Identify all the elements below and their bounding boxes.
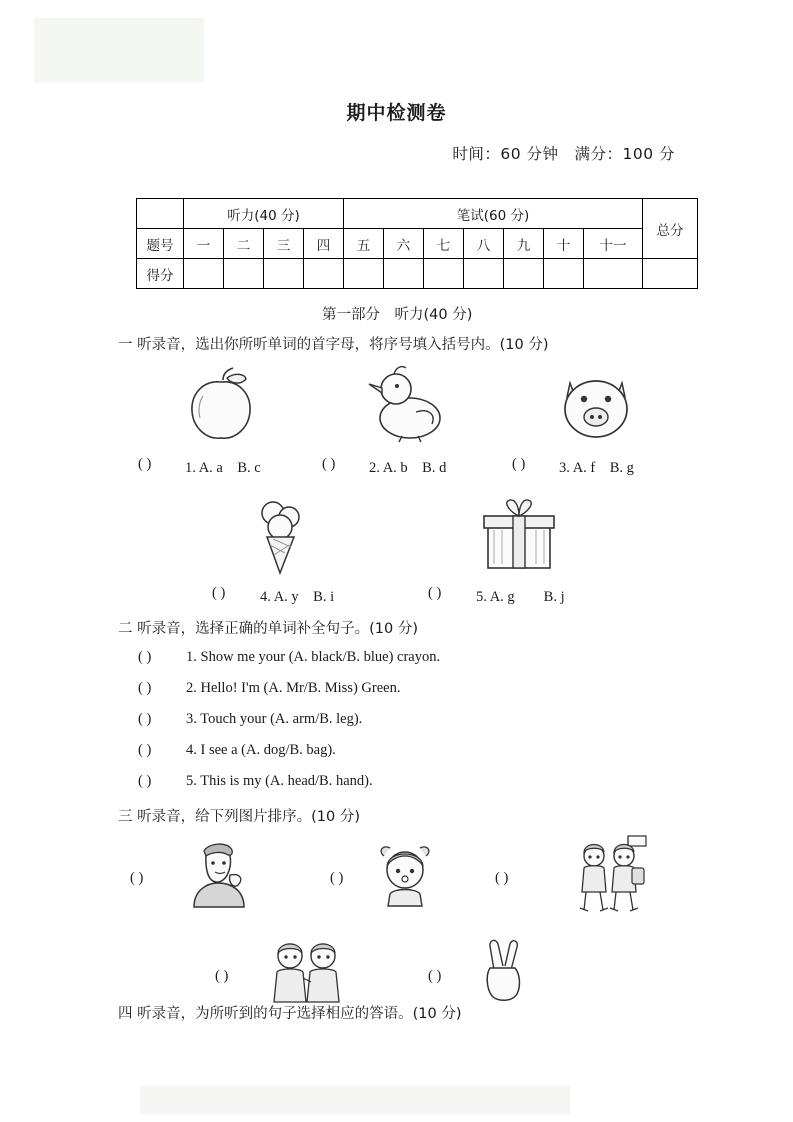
score-cell-4[interactable] [304, 259, 344, 289]
score-table-corner [137, 199, 184, 229]
q1-item-1-text: 1. A. a B. c [185, 460, 261, 476]
score-table-total-header: 总分 [643, 199, 698, 259]
q2-item-2-paren[interactable]: ( ) [138, 680, 152, 696]
q2-item-3-paren[interactable]: ( ) [138, 711, 152, 727]
score-table-q-5: 五 [344, 229, 384, 259]
q2-item-3-text: 3. Touch your (A. arm/B. leg). [186, 711, 363, 727]
score-table [136, 198, 698, 289]
score-table-q-6: 六 [384, 229, 424, 259]
gift-icon [480, 498, 558, 574]
q1-item-3-paren[interactable]: ( ) [512, 456, 526, 472]
score-cell-9[interactable] [504, 259, 544, 289]
question-1-heading: 一 听录音，选出你所听单词的首字母，将序号填入括号内。(10 分) [118, 337, 549, 353]
score-table-q-9: 九 [504, 229, 544, 259]
peace-hand-icon [480, 936, 526, 1004]
q3-order-box-4[interactable]: ( ) [215, 968, 229, 984]
score-table-q-10: 十 [544, 229, 584, 259]
score-table-q-11: 十一 [584, 229, 643, 259]
q2-item-5-text: 5. This is my (A. head/B. hand). [186, 773, 373, 789]
score-cell-1[interactable] [184, 259, 224, 289]
score-table-q-2: 二 [224, 229, 264, 259]
score-table-header-row [137, 199, 698, 229]
q2-item-1-paren[interactable]: ( ) [138, 649, 152, 665]
boy-whispering-icon [182, 841, 260, 909]
q1-item-4-paren[interactable]: ( ) [212, 585, 226, 601]
q2-item-4-paren[interactable]: ( ) [138, 742, 152, 758]
girl-face-icon [378, 842, 432, 908]
score-table-written-header: 笔试(60 分) [344, 199, 643, 229]
q2-item-2-text: 2. Hello! I'm (A. Mr/B. Miss) Green. [186, 680, 401, 696]
score-table-listening-header: 听力(40 分) [184, 199, 344, 229]
score-cell-3[interactable] [264, 259, 304, 289]
score-cell-10[interactable] [544, 259, 584, 289]
score-cell-total[interactable] [643, 259, 698, 289]
apple-icon [183, 366, 259, 444]
score-table-q-7: 七 [424, 229, 464, 259]
ice-cream-icon [247, 495, 313, 577]
two-kids-walking-icon [570, 832, 650, 914]
q2-item-1-text: 1. Show me your (A. black/B. blue) crayon. [186, 649, 441, 665]
score-cell-8[interactable] [464, 259, 504, 289]
score-table-row-label-score: 得分 [137, 259, 184, 289]
duck-icon [366, 362, 452, 444]
q1-item-5-text: 5. A. g B. j [476, 589, 565, 605]
score-table-number-row [137, 229, 698, 259]
q1-item-3-text: 3. A. f B. g [559, 460, 634, 476]
score-table-score-row [137, 259, 698, 289]
score-table-q-8: 八 [464, 229, 504, 259]
q3-order-box-5[interactable]: ( ) [428, 968, 442, 984]
q3-order-box-2[interactable]: ( ) [330, 870, 344, 886]
question-3-heading: 三 听录音，给下列图片排序。(10 分) [118, 809, 360, 825]
two-girls-talking-icon [265, 938, 349, 1004]
score-cell-11[interactable] [584, 259, 643, 289]
score-table-q-1: 一 [184, 229, 224, 259]
part-one-heading: 第一部分 听力(40 分) [322, 307, 473, 323]
question-2-heading: 二 听录音，选择正确的单词补全句子。(10 分) [118, 621, 418, 637]
q3-order-box-3[interactable]: ( ) [495, 870, 509, 886]
q1-item-2-paren[interactable]: ( ) [322, 456, 336, 472]
exam-meta: 时间：60 分钟 满分：100 分 [452, 145, 675, 163]
scan-artifact-bottom-left [140, 1086, 570, 1114]
q1-item-1-paren[interactable]: ( ) [138, 456, 152, 472]
q1-item-2-text: 2. A. b B. d [369, 460, 447, 476]
score-cell-2[interactable] [224, 259, 264, 289]
score-table-q-3: 三 [264, 229, 304, 259]
score-cell-7[interactable] [424, 259, 464, 289]
score-table-row-label-number: 题号 [137, 229, 184, 259]
score-cell-5[interactable] [344, 259, 384, 289]
score-cell-6[interactable] [384, 259, 424, 289]
q2-item-5-paren[interactable]: ( ) [138, 773, 152, 789]
q1-item-5-paren[interactable]: ( ) [428, 585, 442, 601]
q2-item-4-text: 4. I see a (A. dog/B. bag). [186, 742, 336, 758]
score-table-q-4: 四 [304, 229, 344, 259]
scan-artifact-top-left [34, 18, 204, 82]
page-title: 期中检测卷 [346, 102, 447, 124]
question-4-heading: 四 听录音，为所听到的句子选择相应的答语。(10 分) [118, 1006, 462, 1022]
q3-order-box-1[interactable]: ( ) [130, 870, 144, 886]
q1-item-4-text: 4. A. y B. i [260, 589, 335, 605]
pig-icon [557, 367, 635, 443]
